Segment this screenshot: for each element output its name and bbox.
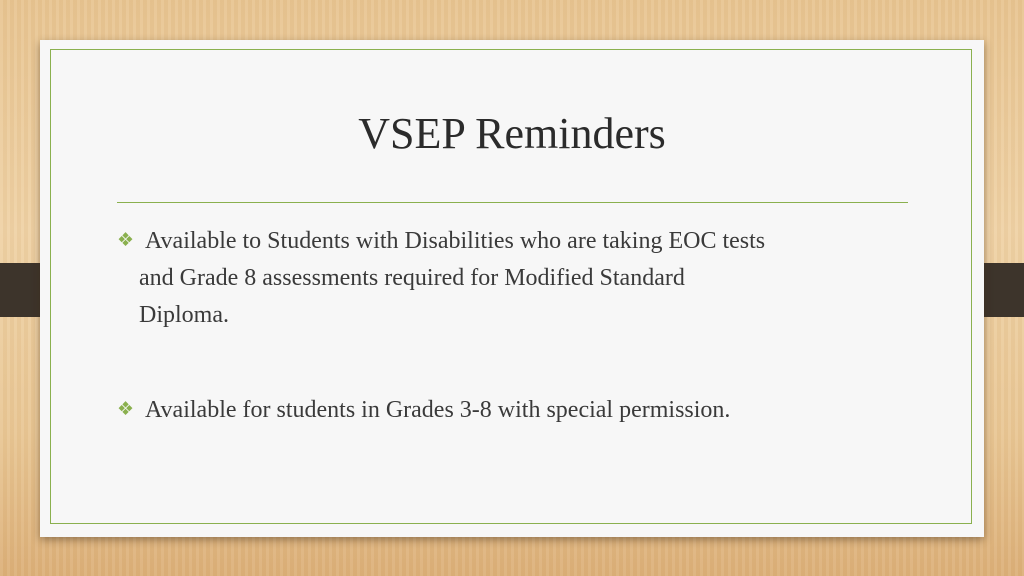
- bullet-2-line-1: Available for students in Grades 3-8 with special permission.: [145, 397, 731, 423]
- bullet-1-line-3: Diploma.: [139, 302, 229, 328]
- bullet-item-1: [117, 222, 907, 334]
- slide-title: VSEP Reminders: [358, 109, 666, 158]
- bullet-item-2: [117, 391, 907, 429]
- title-divider: [117, 202, 908, 203]
- diamond-cluster-icon: ❖: [117, 229, 135, 251]
- bullet-1-line-2: and Grade 8 assessments required for Modified Standard: [139, 265, 685, 291]
- bullet-1-line-1: Available to Students with Disabilities who are taking EOC tests: [145, 228, 766, 254]
- diamond-cluster-icon: ❖: [117, 398, 135, 420]
